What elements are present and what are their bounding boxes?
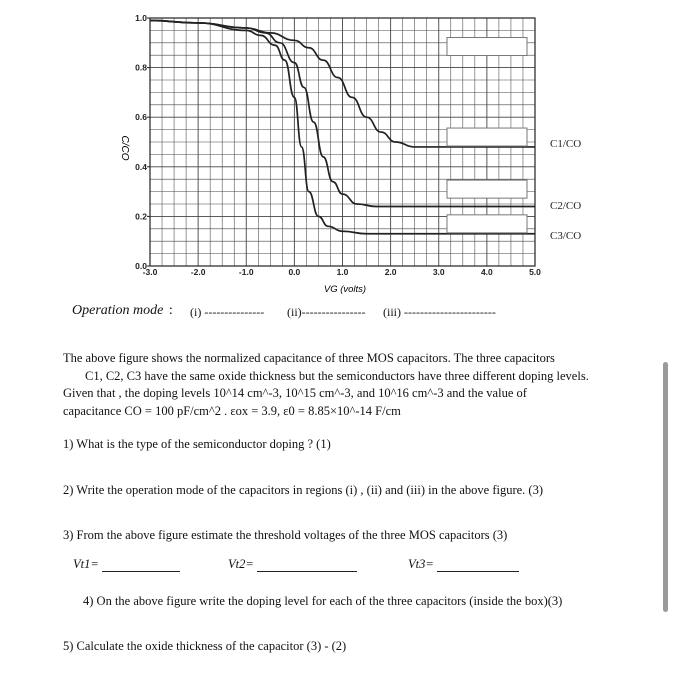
x-axis-label: VG (volts) (323, 284, 367, 295)
x-tick-label: 0.0 (288, 267, 301, 277)
legend (550, 138, 581, 242)
legend-label-c2: C2/CO (550, 200, 582, 212)
doping-answer-box[interactable] (447, 215, 527, 233)
vt2-row (228, 557, 357, 572)
mode-i: (i) --------------- (190, 305, 265, 319)
doping-answer-box[interactable] (447, 180, 527, 198)
x-tick-label: 4.0 (480, 267, 493, 277)
question-line-2: C1, C2, C3 have the same oxide thickness but the semiconductors have three different doping levels. (85, 369, 589, 383)
question-3: 3) From the above figure estimate the threshold voltages of the three MOS capacitors (3) (63, 528, 508, 542)
legend-label-c1: C1/CO (550, 138, 582, 150)
x-tick-label: -2.0 (190, 267, 206, 277)
question-2: 2) Write the operation mode of the capacitors in regions (i) , (ii) and (iii) in the above figure. (3) (63, 483, 544, 497)
operation-mode-colon: : (168, 303, 173, 318)
y-tick-label: 0.8 (135, 62, 147, 73)
question-line-3: Given that , the doping levels 10^14 cm^-3, 10^15 cm^-3, and 10^16 cm^-3 and the value of (63, 386, 527, 400)
legend-label-c3: C3/CO (550, 230, 582, 242)
cv-chart (0, 0, 675, 310)
x-tick-label: -1.0 (238, 267, 254, 277)
vt2-blank[interactable] (257, 571, 357, 572)
mode-ii: (ii)---------------- (287, 305, 366, 319)
vt2-label: Vt2= (228, 557, 254, 571)
vt3-label: Vt3= (408, 557, 434, 571)
question-1: 1) What is the type of the semiconductor doping ? (1) (63, 437, 331, 451)
doping-answer-box[interactable] (447, 128, 527, 146)
y-axis-label: C/CO (119, 135, 130, 161)
vt3-blank[interactable] (437, 571, 519, 572)
doping-answer-box[interactable] (447, 38, 527, 56)
x-tick-label: 1.0 (336, 267, 349, 277)
vt1-label: Vt1= (73, 557, 99, 571)
x-tick-label: 5.0 (529, 267, 541, 277)
y-tick-label: 0.6 (135, 112, 147, 123)
question-line-4: capacitance CO = 100 pF/cm^2 . εox = 3.9, ε0 = 8.85×10^-14 F/cm (63, 404, 401, 418)
y-tick-label: 0.0 (135, 261, 147, 271)
question-5: 5) Calculate the oxide thickness of the capacitor (3) - (2) (63, 639, 347, 653)
vt1-row (73, 557, 180, 572)
question-line-1: The above figure shows the normalized capacitance of three MOS capacitors. The three capacitors (63, 351, 555, 365)
y-tick-label: 0.2 (135, 211, 147, 222)
scrollbar-thumb[interactable] (663, 362, 668, 612)
y-tick-label: 1.0 (135, 13, 147, 23)
operation-mode-label: Operation mode (72, 303, 164, 318)
x-tick-label: 3.0 (432, 267, 445, 277)
question-4: 4) On the above figure write the doping level for each of the three capacitors (inside the box)(3) (83, 594, 563, 608)
vt3-row (408, 557, 519, 572)
y-tick-label: 0.4 (135, 161, 147, 172)
x-tick-label: -3.0 (142, 267, 158, 277)
x-tick-label: 2.0 (384, 267, 397, 277)
operation-mode-row (72, 303, 173, 319)
mode-iii: (iii) ----------------------- (383, 305, 496, 319)
vt1-blank[interactable] (102, 571, 180, 572)
